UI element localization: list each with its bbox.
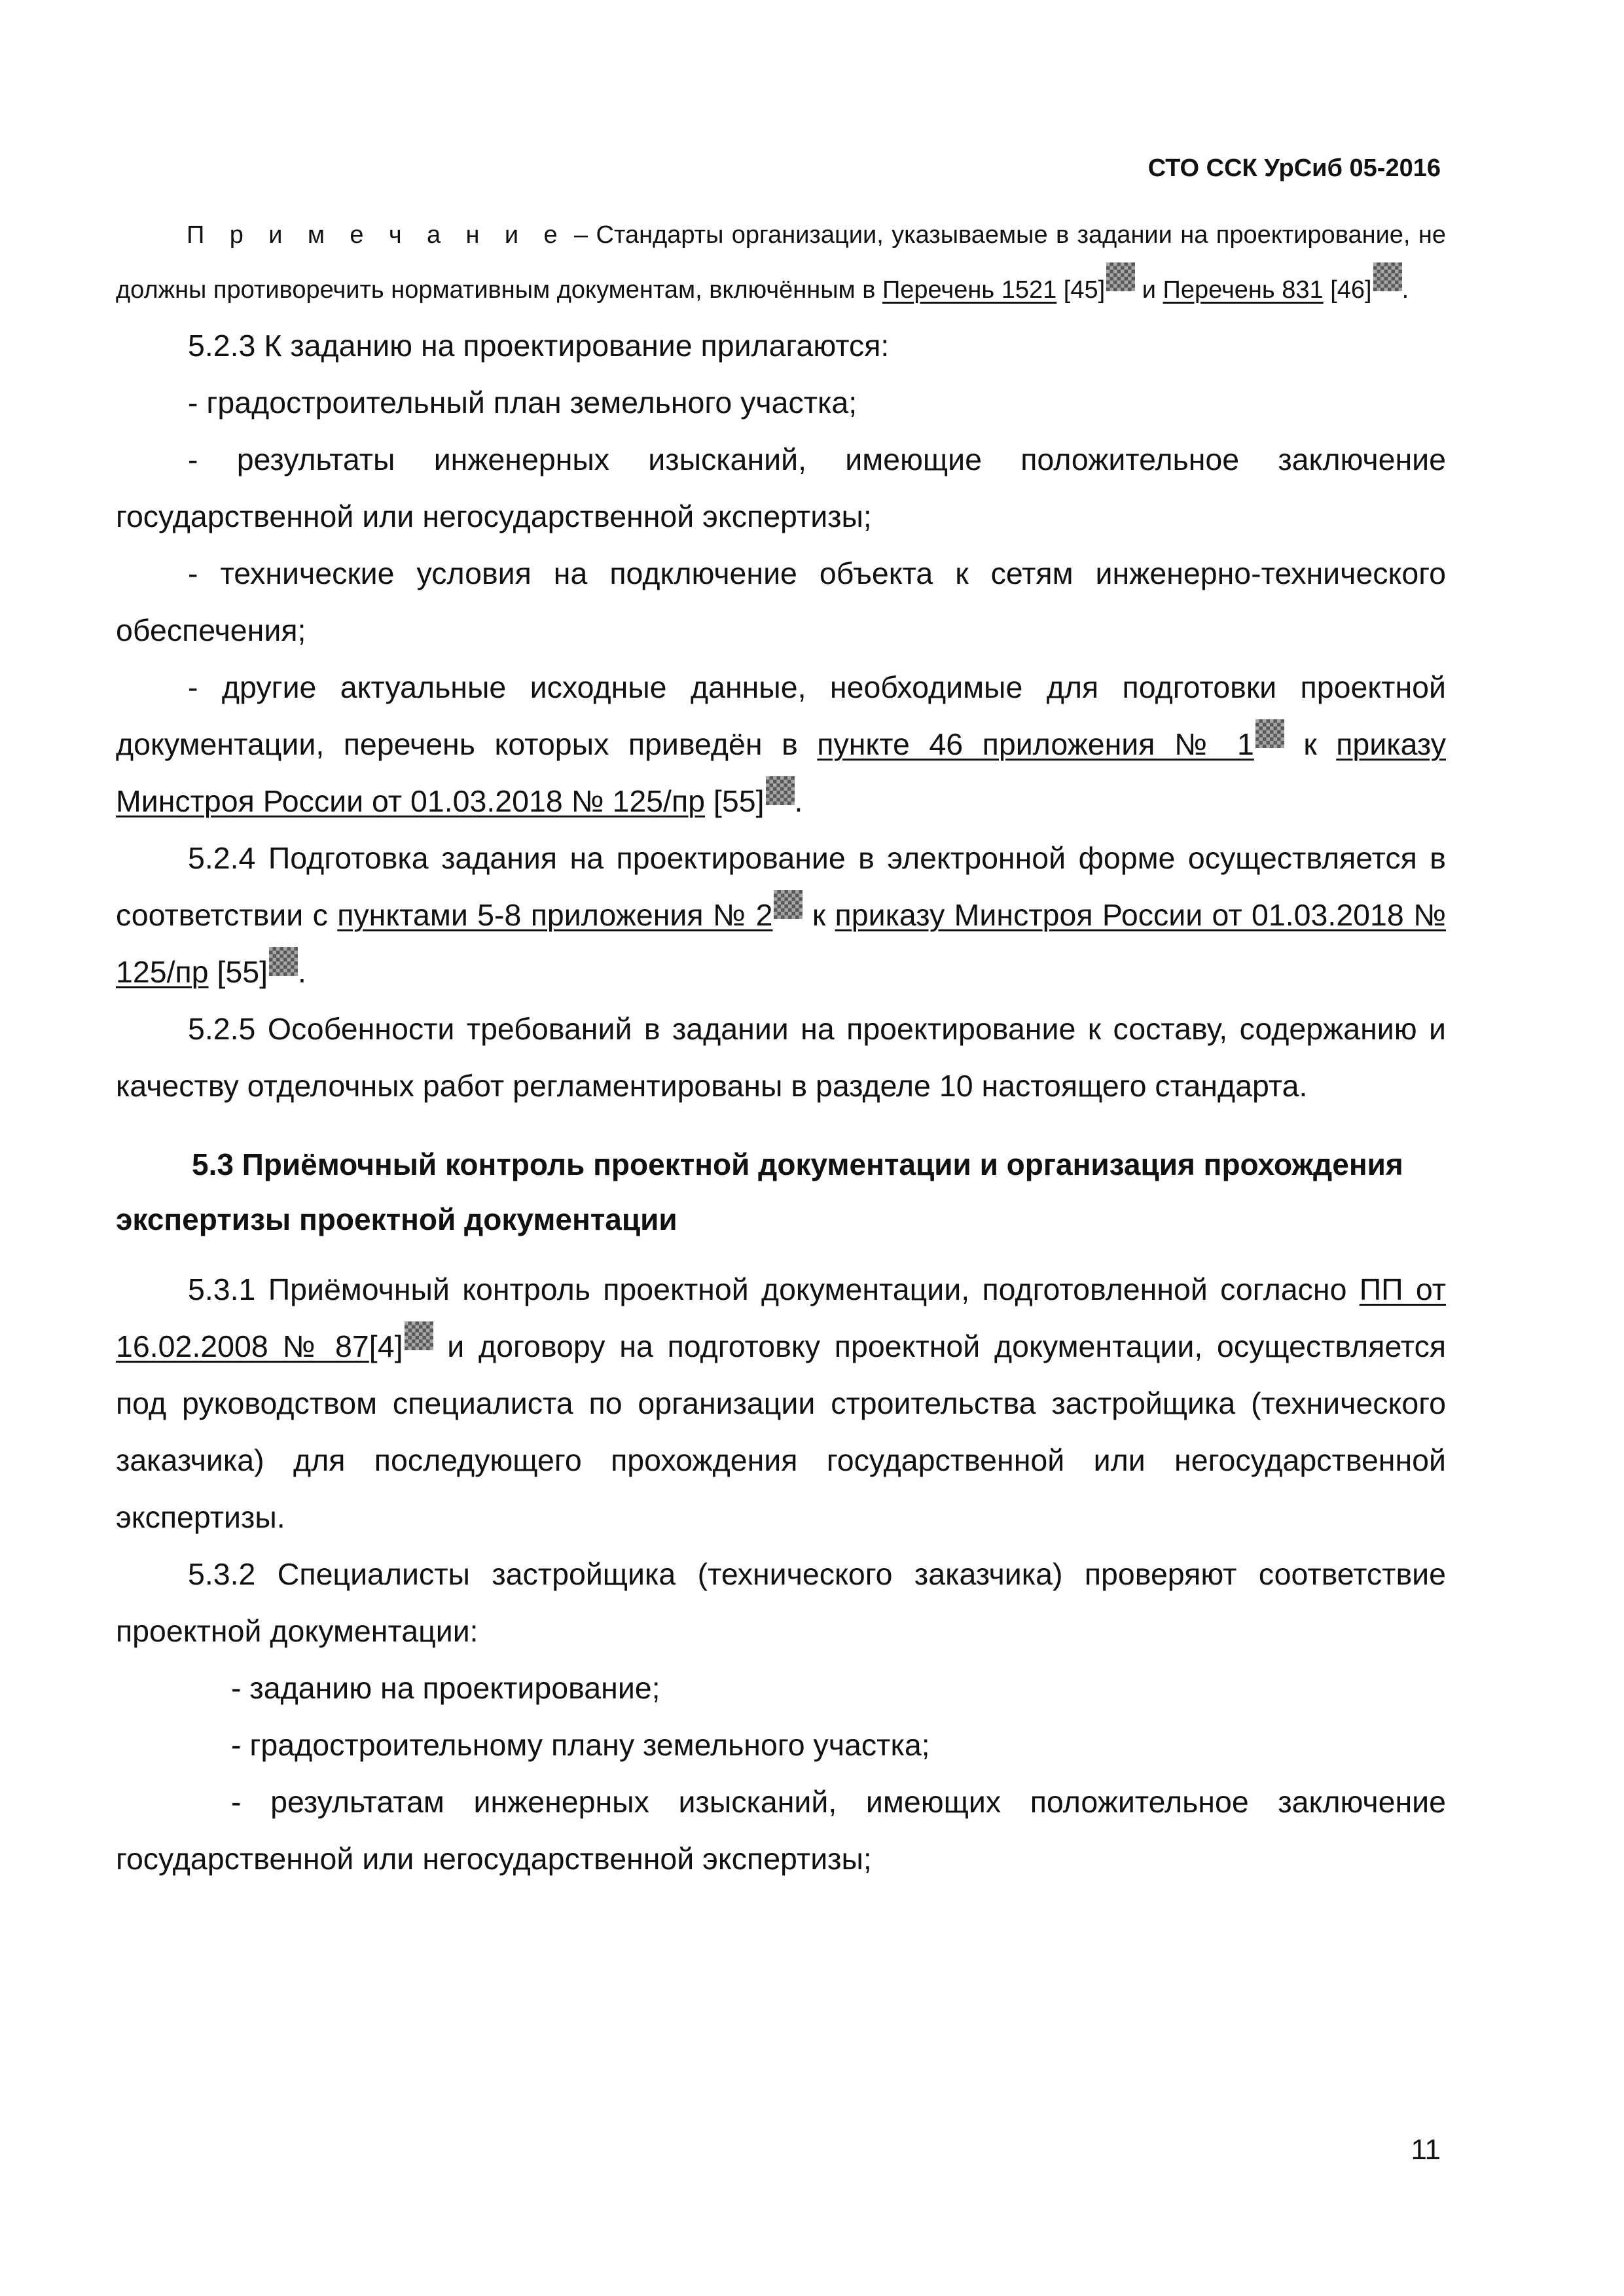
list-item: - заданию на проектирование; xyxy=(231,1671,660,1705)
list-item: - технические условия на подключение объекта к сетям инженерно-технического обеспечения; xyxy=(116,556,1446,647)
link-pp-87[interactable]: ПП от 16.02.2008 № 87 xyxy=(116,1272,1446,1363)
section-heading-5-3: 5.3 Приёмочный контроль проектной документации и организация прохождения экспертизы проектной документации xyxy=(116,1147,1403,1236)
note-end: . xyxy=(1401,276,1409,304)
note-text: – Стандарты организации, указываемые в задании на проектирование, не должны противоречить нормативным документам, включённым в xyxy=(116,221,1446,304)
note-paragraph xyxy=(116,208,1446,317)
ref-55: [55] xyxy=(208,955,268,989)
link-punkty-5-8[interactable]: пунктами 5-8 приложения № 2 xyxy=(337,898,773,932)
clause-5-2-3: 5.2.3 К заданию на проектирование прилагаются: xyxy=(188,329,890,363)
page-number: 11 xyxy=(1411,2134,1441,2166)
note-conjunction: и xyxy=(1135,276,1163,304)
clause-5-3-1 xyxy=(116,1261,1446,1546)
list-item-end: . xyxy=(794,784,803,818)
qr-code-icon[interactable] xyxy=(269,947,298,976)
clause-end: . xyxy=(298,955,306,989)
clause-text: к xyxy=(803,898,835,932)
qr-code-icon[interactable] xyxy=(774,890,803,919)
document-code: СТО ССК УрСиб 05-2016 xyxy=(1147,154,1441,182)
list-item: - градостроительный план земельного участка; xyxy=(188,386,857,420)
link-prikaz-125[interactable]: приказу Минстроя России от 01.03.2018 № 125/пр xyxy=(116,727,1446,818)
qr-code-icon[interactable] xyxy=(1373,262,1402,291)
list-item: - результаты инженерных изысканий, имеющие положительное заключение государственной или негосударственной экспертизы; xyxy=(116,442,1446,533)
list-item: - градостроительному плану земельного участка; xyxy=(231,1728,930,1762)
qr-code-icon[interactable] xyxy=(766,776,795,805)
link-perechen-831[interactable]: Перечень 831 xyxy=(1163,276,1324,304)
ref-4: [4] xyxy=(369,1329,403,1363)
clause-5-2-4 xyxy=(116,830,1446,1001)
clause-text: 5.2.4 Подготовка задания на проектирование в электронной форме осуществляется в соответствии с xyxy=(116,841,1446,932)
ref-55: [55] xyxy=(705,784,765,818)
list-item-text: к xyxy=(1284,727,1337,761)
clause-5-3-2: 5.3.2 Специалисты застройщика (технического заказчика) проверяют соответствие проектной документации: xyxy=(116,1557,1446,1648)
link-punkt-46[interactable]: пункте 46 приложения № 1 xyxy=(817,727,1254,761)
document-body xyxy=(116,208,1446,1888)
qr-code-icon[interactable] xyxy=(1106,262,1135,291)
clause-text: 5.3.1 Приёмочный контроль проектной документации, подготовленной согласно xyxy=(188,1272,1360,1306)
link-prikaz-125[interactable]: приказу Минстроя России от 01.03.2018 № 125/пр xyxy=(116,898,1447,989)
ref-45: [45] xyxy=(1056,276,1106,304)
ref-46: [46] xyxy=(1323,276,1372,304)
link-perechen-1521[interactable]: Перечень 1521 xyxy=(882,276,1057,304)
clause-5-2-5: 5.2.5 Особенности требований в задании на проектирование к составу, содержанию и качеству отделочных работ регламентированы в разделе 10 настоящего стандарта. xyxy=(116,1012,1446,1103)
qr-code-icon[interactable] xyxy=(1255,719,1284,748)
qr-code-icon[interactable] xyxy=(405,1321,433,1350)
clause-text: и договору на подготовку проектной документации, осуществляется под руководством специалиста по организации строительства застройщика (технического заказчика) для последующего прохождения государственной или негосударственной экспертизы. xyxy=(116,1329,1447,1534)
list-item xyxy=(116,659,1446,830)
list-item: - результатам инженерных изысканий, имеющих положительное заключение государственной или негосударственной экспертизы; xyxy=(116,1785,1446,1876)
note-label: П р и м е ч а н и е xyxy=(187,221,566,249)
list-item-text: - другие актуальные исходные данные, необходимые для подготовки проектной документации, перечень которых приведён в xyxy=(116,670,1446,761)
